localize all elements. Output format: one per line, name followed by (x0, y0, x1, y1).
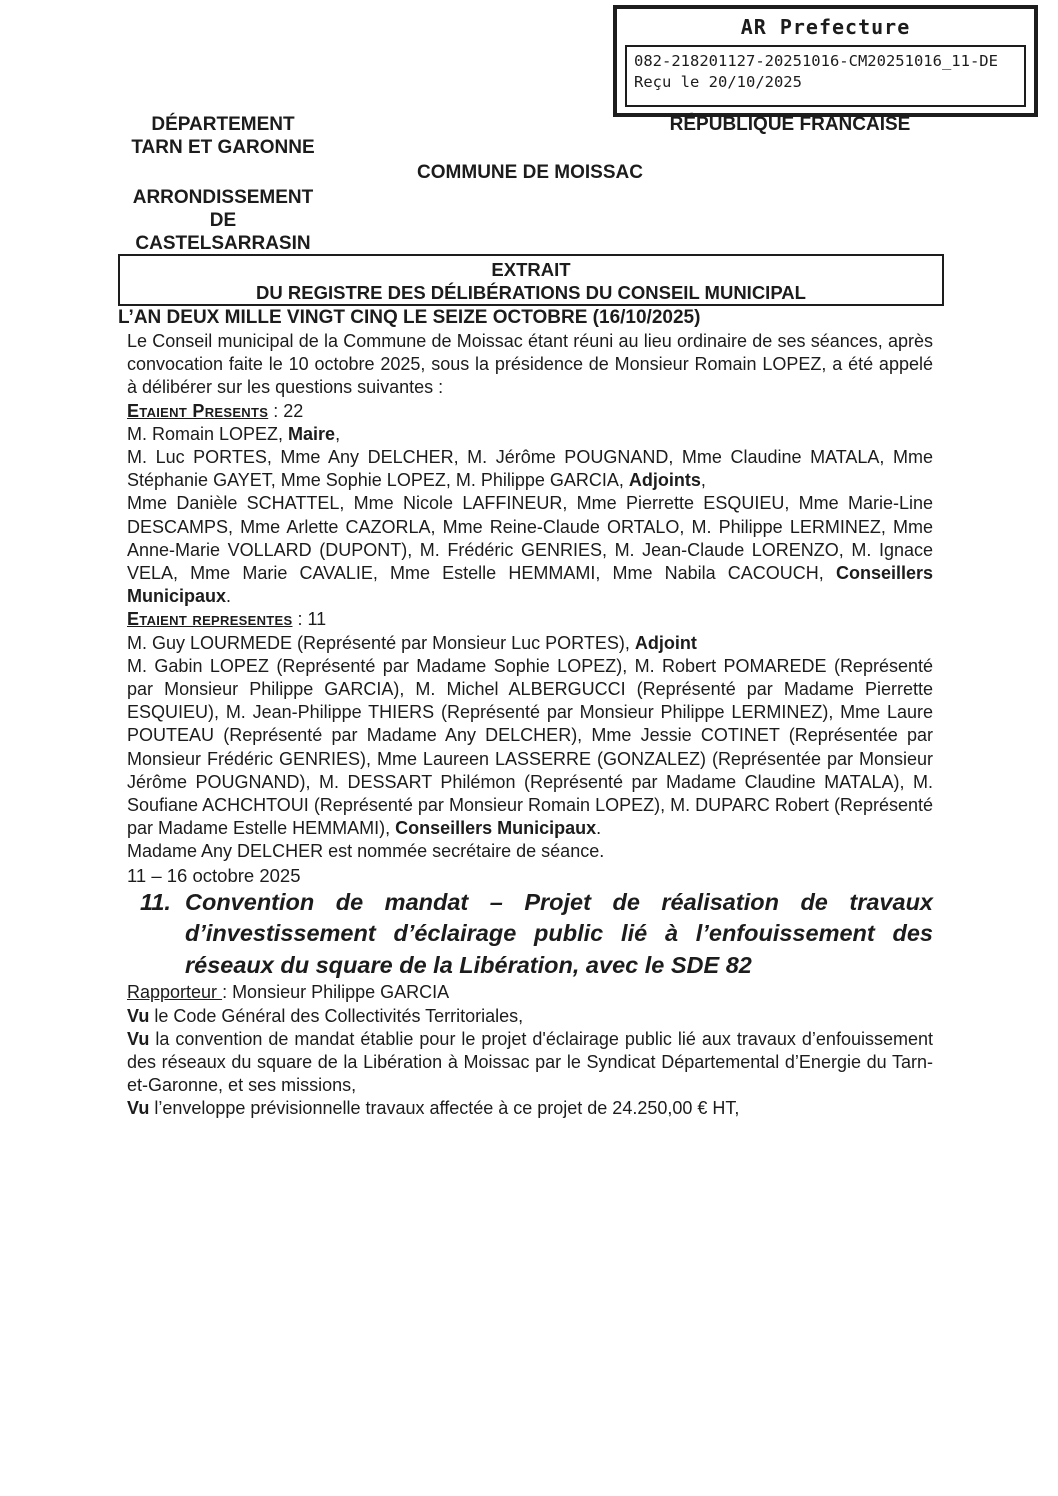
rapporteur-line (127, 981, 933, 1004)
session-intro: Le Conseil municipal de la Commune de Moissac étant réuni au lieu ordinaire de ses séances, après convocation faite le 10 octobre 2025, sous la présidence de Monsieur Romain LOPEZ, a été appelé à délibérer sur les questions suivantes : (127, 331, 933, 398)
adjoints-names: M. Luc PORTES, Mme Any DELCHER, M. Jérôme POUGNAND, Mme Claudine MATALA, Mme Stéphanie GAYET, Mme Sophie LOPEZ, M. Philippe GARCIA, (127, 447, 933, 491)
vu-paragraph-3 (127, 1097, 933, 1120)
representes-label: Etaient representes (127, 609, 293, 630)
stamp-details (625, 45, 1026, 107)
rapporteur-value: : Monsieur Philippe GARCIA (222, 982, 450, 1003)
item-heading (127, 887, 933, 982)
stamp-received-date: Reçu le 20/10/2025 (634, 73, 802, 91)
vu-label: Vu (127, 1098, 150, 1119)
conseillers-names: Mme Danièle SCHATTEL, Mme Nicole LAFFINEUR, Mme Pierrette ESQUIEU, Mme Marie-Line DESCAMPS, Mme Arlette CAZORLA, Mme Reine-Claude ORTALO, M. Philippe LERMINEZ, Mme Anne-Marie VOLLARD (DUPONT), M. Frédéric GENRIES, M. Jean-Claude LORENZO, M. Ignace VELA, Mme Marie CAVALIE, Mme Estelle HEMMAMI, Mme Nabila CACOUCH, (127, 493, 933, 584)
presents-count: : 22 (268, 400, 304, 421)
vu-paragraph-2 (127, 1028, 933, 1098)
representes-paragraph (127, 655, 933, 841)
rapporteur-label: Rapporteur (127, 982, 223, 1003)
extrait-title-box (118, 254, 944, 306)
department-block (127, 113, 319, 159)
vu2-text: la convention de mandat établie pour le projet d'éclairage public lié aux travaux d’enfouissement des réseaux du square de la Libération à Moissac par le Syndicat Départemental d’Energie du Tarn-et-Garonne, et ses missions, (127, 1028, 933, 1096)
presents-line (127, 400, 933, 423)
lourmede-line (127, 632, 933, 655)
extrait-line2: DU REGISTRE DES DÉLIBÉRATIONS DU CONSEIL MUNICIPAL (256, 282, 806, 303)
adjoints-title: Adjoints (628, 470, 701, 491)
presents-label: Etaient Presents (127, 400, 269, 421)
conseillers-paragraph (127, 492, 933, 608)
maire-line (127, 423, 933, 446)
stamp-title: AR Prefecture (740, 15, 911, 39)
item-title: Convention de mandat – Projet de réalisation de travaux d’investissement d’éclairage public lié à l’enfouissement des réseaux du square de la Libération, avec le SDE 82 (185, 888, 933, 978)
department-line2: TARN ET GARONNE (131, 137, 315, 158)
arrondissement-line2: DE (209, 210, 237, 231)
representes-names: M. Gabin LOPEZ (Représenté par Madame Sophie LOPEZ), M. Robert POMAREDE (Représenté par Monsieur Philippe GARCIA), M. Michel ALBERGUCCI (Représenté par Madame Pierrette ESQUIEU), M. Jean-Philippe THIERS (Représenté par Monsieur Philippe LERMINEZ), Mme Laure POUTEAU (Représenté par Madame Any DELCHER), Mme Jessie COTINET (Représentée par Monsieur Frédéric GENRIES), Mme Laureen LASSERRE (GONZALEZ) (Représentée par Monsieur Jérôme POUGNAND), M. DESSART Philémon (Représenté par Madame Claudine MATALA), M. Soufiane ACHCHTOUI (Représenté par Monsieur Romain LOPEZ), M. DUPARC Robert (Représenté par Madame Estelle HEMMAMI), (127, 655, 933, 839)
representes-title: Conseillers Municipaux (395, 818, 597, 839)
republic-title: RÉPUBLIQUE FRANCAISE (669, 114, 911, 135)
conseillers-suffix: . (226, 586, 232, 607)
vu-label: Vu (127, 1028, 150, 1049)
extrait-line1: EXTRAIT (491, 259, 571, 280)
session-date-line: L’AN DEUX MILLE VINGT CINQ LE SEIZE OCTOBRE (16/10/2025) (118, 307, 701, 328)
lourmede-title: Adjoint (634, 632, 697, 653)
adjoints-suffix: , (700, 470, 706, 491)
representes-suffix: . (596, 818, 602, 839)
arrondissement-line3: CASTELSARRASIN (135, 233, 311, 254)
item-reference: 11 – 16 octobre 2025 (127, 864, 301, 886)
commune-title: COMMUNE DE MOISSAC (417, 162, 643, 183)
representes-line (127, 608, 933, 631)
conseillers-title: Conseillers Municipaux (127, 563, 933, 607)
prefecture-stamp (613, 5, 1038, 117)
vu-label: Vu (127, 1005, 150, 1026)
vu3-text: l’enveloppe prévisionnelle travaux affectée à ce projet de 24.250,00 € HT, (149, 1098, 740, 1119)
maire-title: Maire (288, 423, 336, 444)
maire-prefix: M. Romain LOPEZ, (127, 423, 289, 444)
arrondissement-line1: ARRONDISSEMENT (132, 187, 314, 208)
department-line1: DÉPARTEMENT (151, 114, 295, 135)
maire-suffix: , (335, 423, 341, 444)
arrondissement-block (127, 186, 319, 255)
adjoints-paragraph (127, 446, 933, 492)
lourmede-name: M. Guy LOURMEDE (Représenté par Monsieur Luc PORTES), (127, 632, 635, 653)
representes-count: : 11 (292, 609, 327, 630)
vu1-text: le Code Général des Collectivités Territoriales, (149, 1005, 524, 1026)
secretary-line: Madame Any DELCHER est nommée secrétaire de séance. (127, 841, 605, 862)
vu-paragraph-1 (127, 1005, 933, 1028)
document-body (127, 330, 933, 1121)
stamp-reference: 082-218201127-20251016-CM20251016_11-DE (634, 52, 998, 70)
item-number: 11. (140, 888, 171, 915)
